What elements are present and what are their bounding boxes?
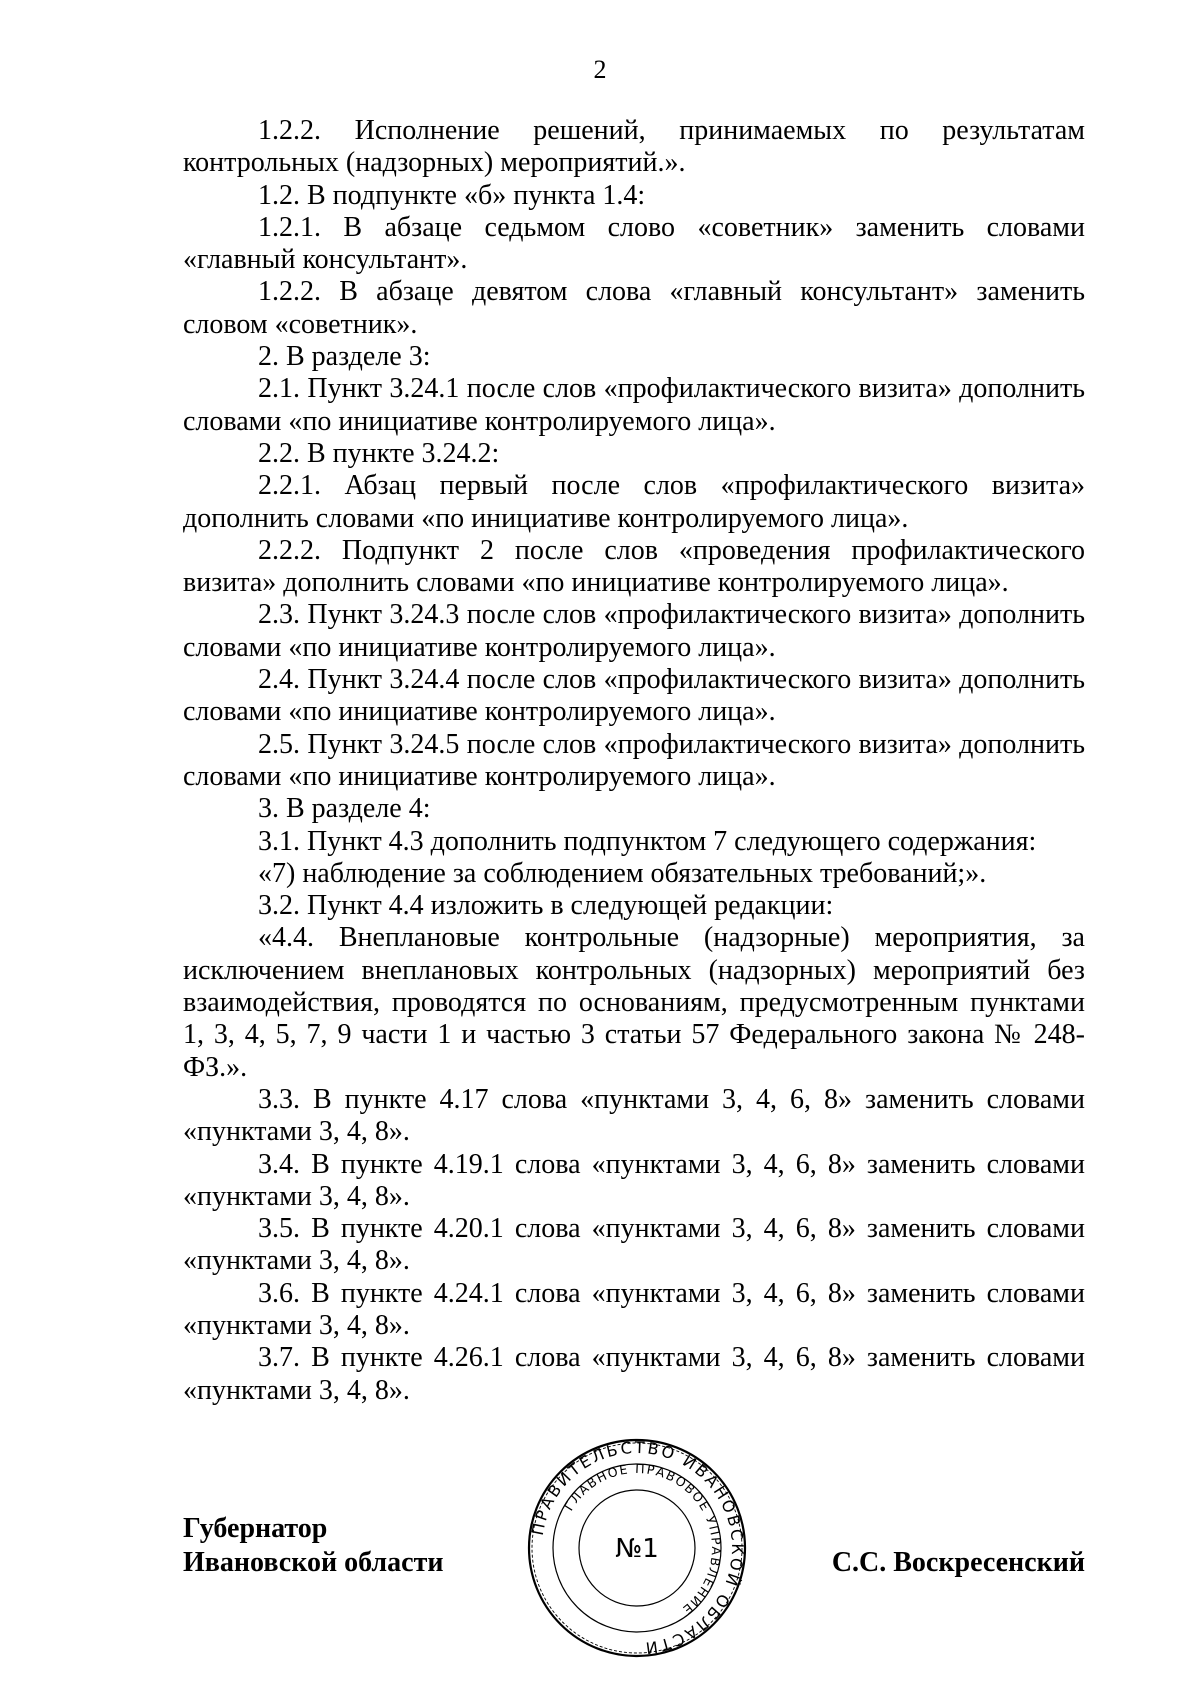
paragraph: 3.3. В пункте 4.17 слова «пунктами 3, 4, 6, 8» заменить словами «пунктами 3, 4, 8». — [183, 1083, 1085, 1148]
stamp-inner-text: ГЛАВНОЕ ПРАВОВОЕ УПРАВЛЕНИЕ — [561, 1460, 725, 1619]
signatory-title-line: Губернатор — [183, 1513, 328, 1544]
paragraph: 3.4. В пункте 4.19.1 слова «пунктами 3, 4, 6, 8» заменить словами «пунктами 3, 4, 8». — [183, 1148, 1085, 1212]
signatory-title-line: Ивановской области — [183, 1547, 444, 1578]
paragraph: «4.4. Внеплановые контрольные (надзорные) мероприятия, за исключением внеплановых контрольных (надзорных) мероприятий без взаимодействия, проводятся по основаниям, предусмотренным пунктами 1, 3, 4, 5, 7, 9 части 1 и частью 3 статьи 57 Федерального закона № 248-ФЗ.». — [183, 922, 1085, 1083]
paragraph: 2.2.2. Подпункт 2 после слов «проведения профилактического визита» дополнить словами «по инициативе контролируемого лица». — [183, 534, 1085, 599]
signatory-title — [183, 1512, 443, 1580]
paragraph: 2.2.1. Абзац первый после слов «профилактического визита» дополнить словами «по инициативе контролируемого лица». — [183, 470, 1085, 534]
paragraph: 1.2.2. В абзаце девятом слова «главный консультант» заменить словом «советник». — [183, 276, 1085, 340]
paragraph: 2.5. Пункт 3.24.5 после слов «профилактического визита» дополнить словами «по инициативе контролируемого лица». — [183, 728, 1085, 792]
paragraph: 2.3. Пункт 3.24.3 после слов «профилактического визита» дополнить словами «по инициативе контролируемого лица». — [183, 599, 1085, 663]
paragraph: 3.6. В пункте 4.24.1 слова «пунктами 3, 4, 6, 8» заменить словами «пунктами 3, 4, 8». — [183, 1277, 1085, 1341]
stamp-number: №1 — [615, 1534, 659, 1564]
paragraph: 3. В разделе 4: — [258, 793, 431, 825]
paragraph: 1.2. В подпункте «б» пункта 1.4: — [258, 179, 646, 211]
paragraph: 3.1. Пункт 4.3 дополнить подпунктом 7 следующего содержания: — [258, 825, 1037, 857]
signatory-name: С.С. Воскресенский — [831, 1547, 1085, 1578]
stamp-outer-text: ПРАВИТЕЛЬСТВО ИВАНОВСКОЙ ОБЛАСТИ — [527, 1437, 748, 1658]
paragraph: 2.1. Пункт 3.24.1 после слов «профилактического визита» дополнить словами «по инициативе контролируемого лица». — [183, 373, 1085, 437]
paragraph: 2.4. Пункт 3.24.4 после слов «профилактического визита» дополнить словами «по инициативе контролируемого лица». — [183, 664, 1085, 728]
official-stamp — [526, 1437, 748, 1659]
page-number: 2 — [593, 55, 607, 84]
paragraph: 2.2. В пункте 3.24.2: — [258, 437, 500, 469]
paragraph: 3.2. Пункт 4.4 изложить в следующей редакции: — [258, 890, 834, 922]
paragraph: 3.5. В пункте 4.20.1 слова «пунктами 3, 4, 6, 8» заменить словами «пунктами 3, 4, 8». — [183, 1213, 1085, 1277]
paragraph: 1.2.2. Исполнение решений, принимаемых по результатам контрольных (надзорных) мероприятий.». — [183, 115, 1085, 179]
document-body — [183, 115, 1085, 1407]
paragraph: 1.2.1. В абзаце седьмом слово «советник» заменить словами «главный консультант». — [183, 211, 1085, 276]
paragraph: 2. В разделе 3: — [258, 341, 431, 373]
paragraph: «7) наблюдение за соблюдением обязательных требований;». — [258, 857, 987, 889]
paragraph: 3.7. В пункте 4.26.1 слова «пунктами 3, 4, 6, 8» заменить словами «пунктами 3, 4, 8». — [183, 1342, 1085, 1406]
